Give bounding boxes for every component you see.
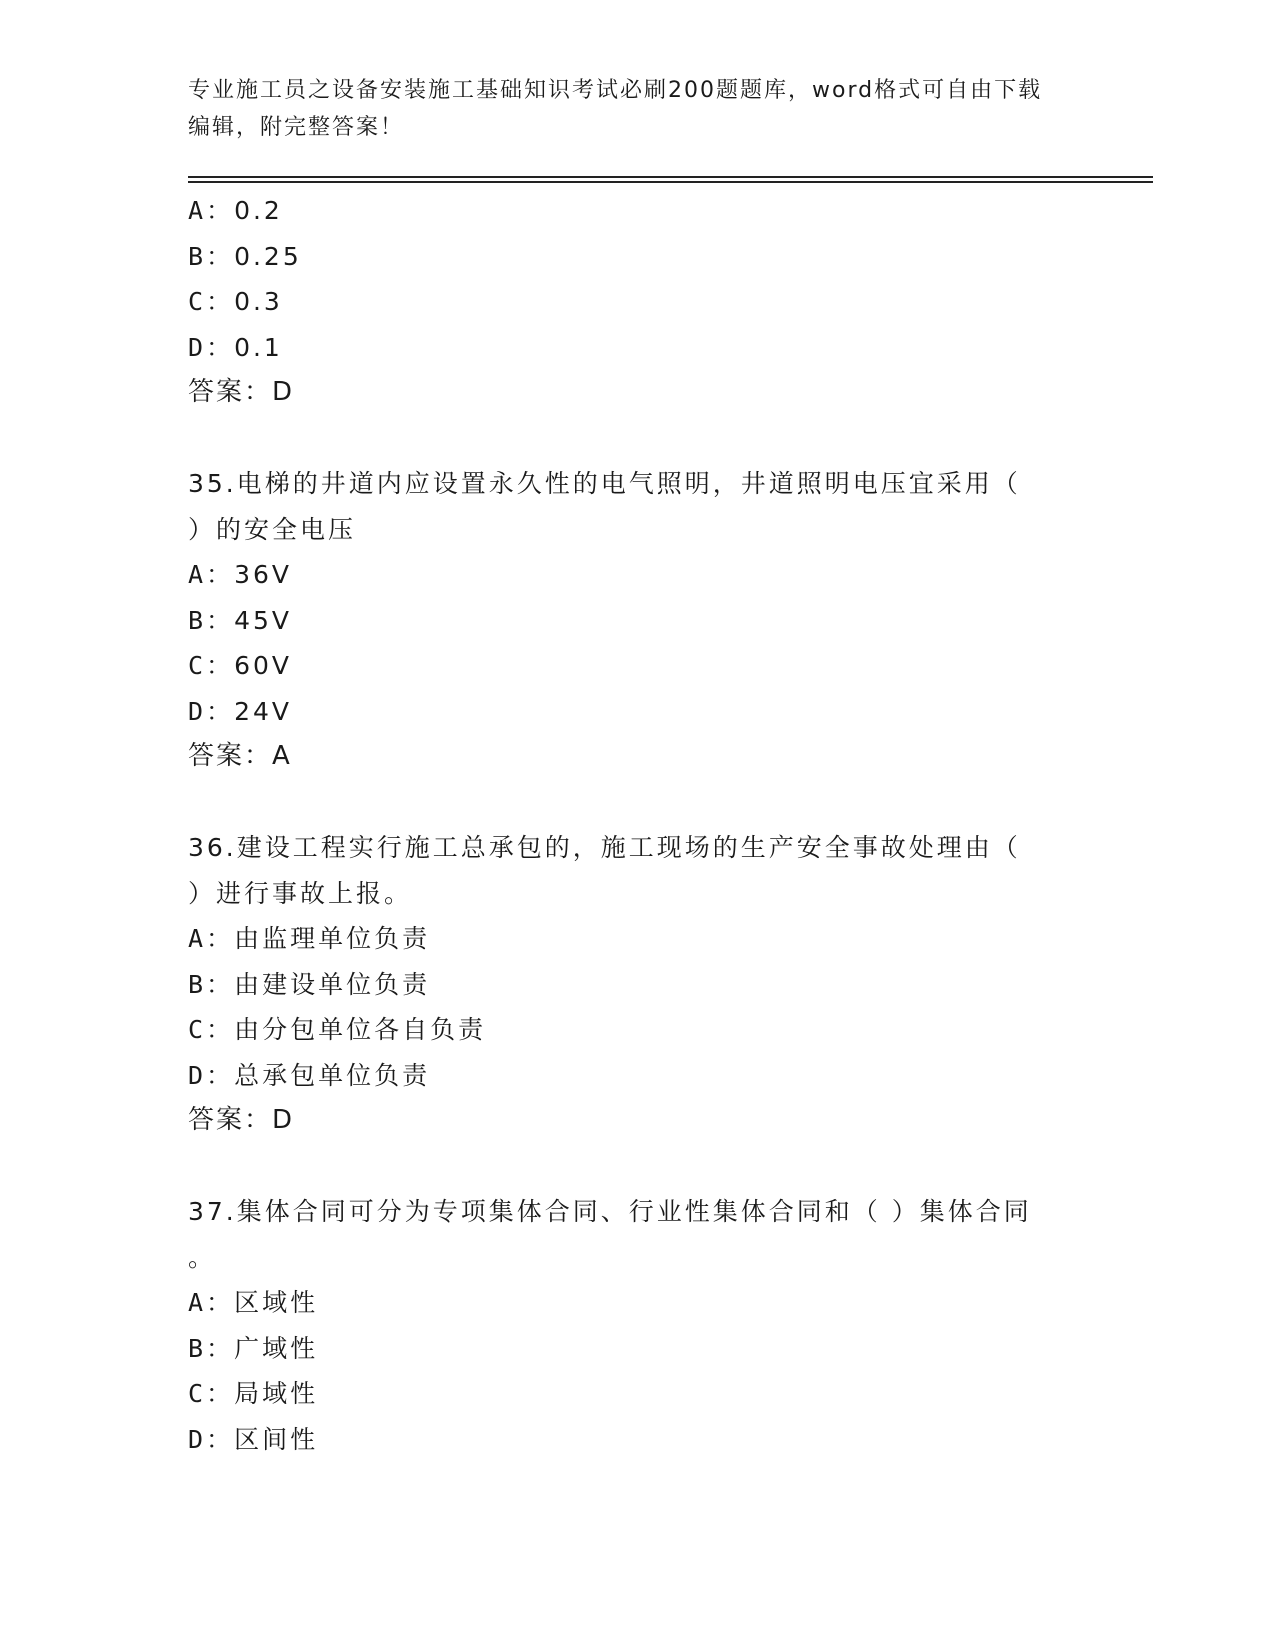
question-stem-line-1: 35.电梯的井道内应设置永久性的电气照明，井道照明电压宜采用（ xyxy=(188,469,1021,498)
document-header xyxy=(188,72,1068,146)
header-line-1: 专业施工员之设备安装施工基础知识考试必刷200题题库，word格式可自由下载 xyxy=(188,78,1043,103)
option-a: A：区域性 xyxy=(188,1288,319,1317)
header-divider-bottom xyxy=(188,181,1153,183)
question-stem-line-2: 。 xyxy=(188,1242,217,1272)
option-c: C：0.3 xyxy=(188,287,283,316)
question-stem-line-1: 36.建设工程实行施工总承包的，施工现场的生产安全事故处理由（ xyxy=(188,833,1021,862)
header-line-2: 编辑，附完整答案！ xyxy=(188,115,405,140)
question-list xyxy=(188,188,1088,1462)
question-stem-line-1: 37.集体合同可分为专项集体合同、行业性集体合同和（ ）集体合同 xyxy=(188,1197,1032,1226)
answer-label: 答案：D xyxy=(188,377,295,407)
option-a: A：36V xyxy=(188,560,292,589)
option-a: A：0.2 xyxy=(188,196,283,225)
option-d: D：区间性 xyxy=(188,1424,319,1454)
option-b: B：45V xyxy=(188,605,292,635)
option-d: D：0.1 xyxy=(188,332,283,362)
question-36 xyxy=(188,825,1088,1144)
option-d: D：总承包单位负责 xyxy=(188,1060,431,1090)
question-34-tail xyxy=(188,188,1088,416)
question-35 xyxy=(188,461,1088,780)
option-c: C：由分包单位各自负责 xyxy=(188,1015,487,1044)
option-c: C：60V xyxy=(188,651,292,680)
question-37 xyxy=(188,1189,1088,1462)
answer-label: 答案：A xyxy=(188,741,292,771)
header-divider-top xyxy=(188,176,1153,178)
option-d: D：24V xyxy=(188,696,292,726)
question-stem-line-2: ）的安全电压 xyxy=(188,514,357,544)
question-stem-line-2: ）进行事故上报。 xyxy=(188,878,413,908)
option-a: A：由监理单位负责 xyxy=(188,924,431,953)
option-c: C：局域性 xyxy=(188,1379,319,1408)
option-b: B：0.25 xyxy=(188,241,302,271)
option-b: B：由建设单位负责 xyxy=(188,969,431,999)
option-b: B：广域性 xyxy=(188,1333,319,1363)
answer-label: 答案：D xyxy=(188,1105,295,1135)
